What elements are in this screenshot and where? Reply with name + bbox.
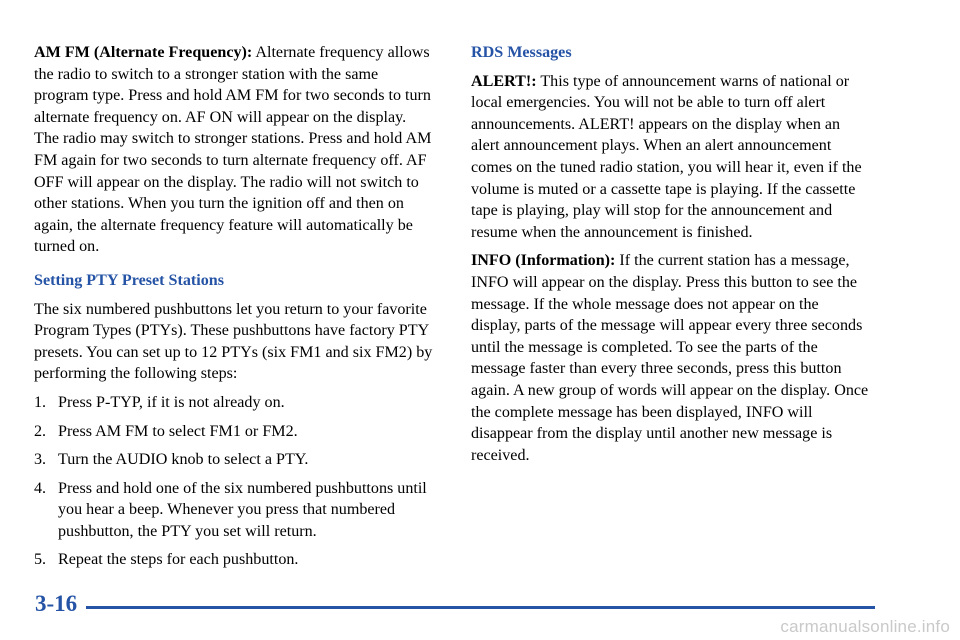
af-text: Alternate frequency allows the radio to switch to a stronger station with the same program type. Press and hold AM FM for two seconds to turn alternate frequency on. AF ON will appear on the display. The radio may switch to stronger stations. Press and hold AM FM again for two seconds to turn alternate frequency off. AF OFF will appear on the display. The radio will not switch to other stations. When you turn the ignition off and then on again, the alternate frequency feature will automatically be turned on. (34, 44, 432, 256)
step-item (34, 478, 434, 543)
alert-run-in: ALERT!: (471, 72, 537, 90)
right-column (471, 42, 871, 466)
rds-heading: RDS Messages (471, 44, 572, 61)
step-text: Repeat the steps for each pushbutton. (58, 551, 299, 569)
step-number: 3. (34, 451, 47, 469)
info-paragraph (471, 250, 871, 466)
alert-paragraph (471, 71, 871, 244)
step-item (34, 549, 434, 571)
step-number: 2. (34, 422, 47, 440)
page-number: 3-16 (35, 591, 78, 616)
step-item (34, 421, 434, 443)
af-run-in: AM FM (Alternate Frequency): (34, 44, 253, 61)
info-run-in: INFO (Information): (471, 252, 616, 270)
af-paragraph (34, 42, 434, 258)
step-number: 4. (34, 479, 47, 497)
info-text: If the current station has a message, INFO will appear on the display. Press this button to see the message. If the whole message does not appear on the display, parts of the message will appear every three seconds until the message is completed. To see the parts of the message faster than every three seconds, press this button again. A new group of words will appear on the display. Once the complete message has been displayed, INFO will disappear from the display until another new message is received. (471, 252, 869, 464)
left-column (34, 42, 434, 578)
step-text: Press P-TYP, if it is not already on. (58, 393, 285, 411)
step-item (34, 449, 434, 471)
step-number: 1. (34, 393, 47, 411)
steps-list (34, 392, 434, 571)
step-text: Press AM FM to select FM1 or FM2. (58, 422, 298, 440)
pty-heading: Setting PTY Preset Stations (34, 271, 224, 289)
alert-text: This type of announcement warns of national or local emergencies. You will not be able to turn off alert announcements. ALERT! appears on the display when an alert announcement plays. When an alert announcement comes on the tuned radio station, you will hear it, even if the volume is muted or a cassette tape is playing. If the cassette tape is playing, play will stop for the announcement and resume when the announcement is finished. (471, 72, 862, 241)
step-text: Press and hold one of the six numbered pushbuttons until you hear a beep. Whenever you press that numbered pushbutton, the PTY you set will return. (58, 479, 427, 540)
step-item (34, 392, 434, 414)
watermark: carmanualsonline.info (780, 617, 950, 636)
footer-rule (86, 606, 875, 609)
step-text: Turn the AUDIO knob to select a PTY. (58, 451, 309, 469)
pty-intro: The six numbered pushbuttons let you return to your favorite Program Types (PTYs). These pushbuttons have factory PTY presets. You can set up to 12 PTYs (six FM1 and six FM2) by performing the following steps: (34, 300, 433, 383)
step-number: 5. (34, 551, 47, 569)
